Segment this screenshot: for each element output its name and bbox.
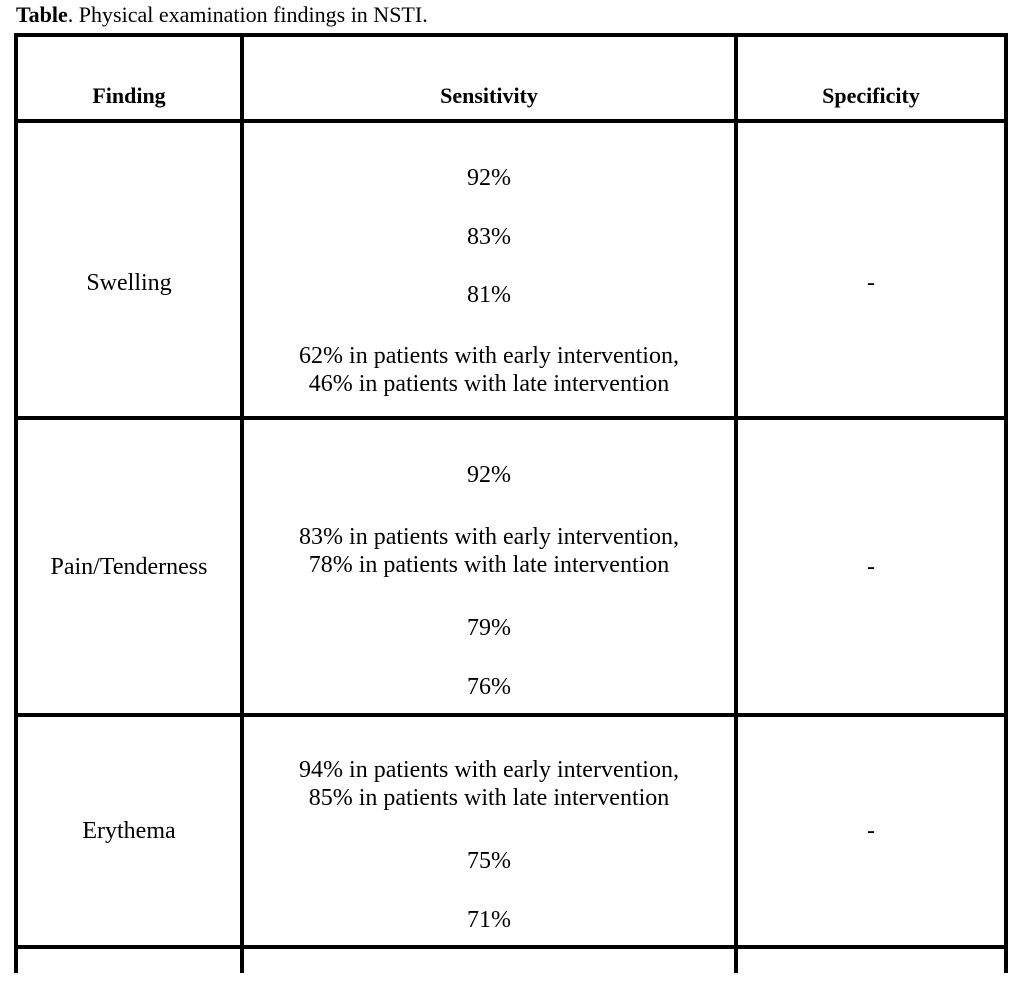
row-3-bottom-border (14, 945, 1008, 949)
sensitivity-text: 92% (467, 165, 511, 191)
findings-table (14, 33, 1008, 993)
header-sensitivity-label: Sensitivity (440, 83, 538, 108)
sensitivity-entry (244, 522, 734, 580)
finding-name: Pain/Tenderness (50, 553, 208, 580)
sensitivity-entry (244, 672, 734, 702)
sensitivity-text: 83% (467, 224, 511, 250)
sensitivity-text: 76% (467, 674, 511, 700)
sensitivity-entry (244, 341, 734, 399)
sensitivity-entry (244, 280, 734, 310)
sensitivity-text: 71% (467, 907, 511, 933)
caption-label: Table (16, 2, 68, 27)
table-top-border (14, 33, 1008, 37)
row-1-specificity (738, 123, 1004, 443)
sensitivity-text: 46% in patients with late intervention (308, 371, 670, 397)
sensitivity-entry (244, 222, 734, 252)
specificity-value: - (867, 553, 875, 580)
sensitivity-entry (244, 905, 734, 935)
specificity-value: - (867, 818, 875, 844)
sensitivity-text: 92% (467, 462, 511, 488)
header-specificity (738, 81, 1004, 111)
sensitivity-text: 81% (467, 282, 511, 308)
sensitivity-entry (244, 613, 734, 643)
row-3-specificity (738, 717, 1004, 945)
sensitivity-text: 94% in patients with early intervention, (299, 757, 679, 783)
header-specificity-label: Specificity (822, 83, 920, 108)
row-2-sensitivity (244, 420, 734, 713)
row-2-specificity (738, 420, 1004, 713)
row-3-finding (18, 717, 240, 945)
row-3-sensitivity (244, 717, 734, 945)
row-1-finding (18, 123, 240, 443)
header-finding-label: Finding (92, 83, 166, 108)
sensitivity-entry (244, 163, 734, 193)
caption-text: . Physical examination findings in NSTI. (67, 2, 428, 27)
finding-name: Swelling (86, 270, 172, 296)
finding-name: Erythema (82, 818, 176, 844)
sensitivity-text: 75% (467, 848, 511, 874)
sensitivity-text: 83% in patients with early intervention, (299, 524, 679, 550)
specificity-value: - (867, 270, 875, 296)
sensitivity-entry (244, 460, 734, 490)
row-2-finding (18, 420, 240, 713)
row-1-sensitivity (244, 123, 734, 416)
sensitivity-text: 62% in patients with early intervention, (299, 343, 679, 369)
sensitivity-text: 78% in patients with late intervention (308, 552, 670, 578)
sensitivity-entry (244, 846, 734, 876)
sensitivity-text: 85% in patients with late intervention (308, 785, 670, 811)
table-right-border (1004, 33, 1008, 973)
header-finding (18, 81, 240, 111)
header-sensitivity (244, 81, 734, 111)
table-caption (16, 0, 428, 30)
sensitivity-text: 79% (467, 615, 511, 641)
sensitivity-entry (244, 755, 734, 813)
